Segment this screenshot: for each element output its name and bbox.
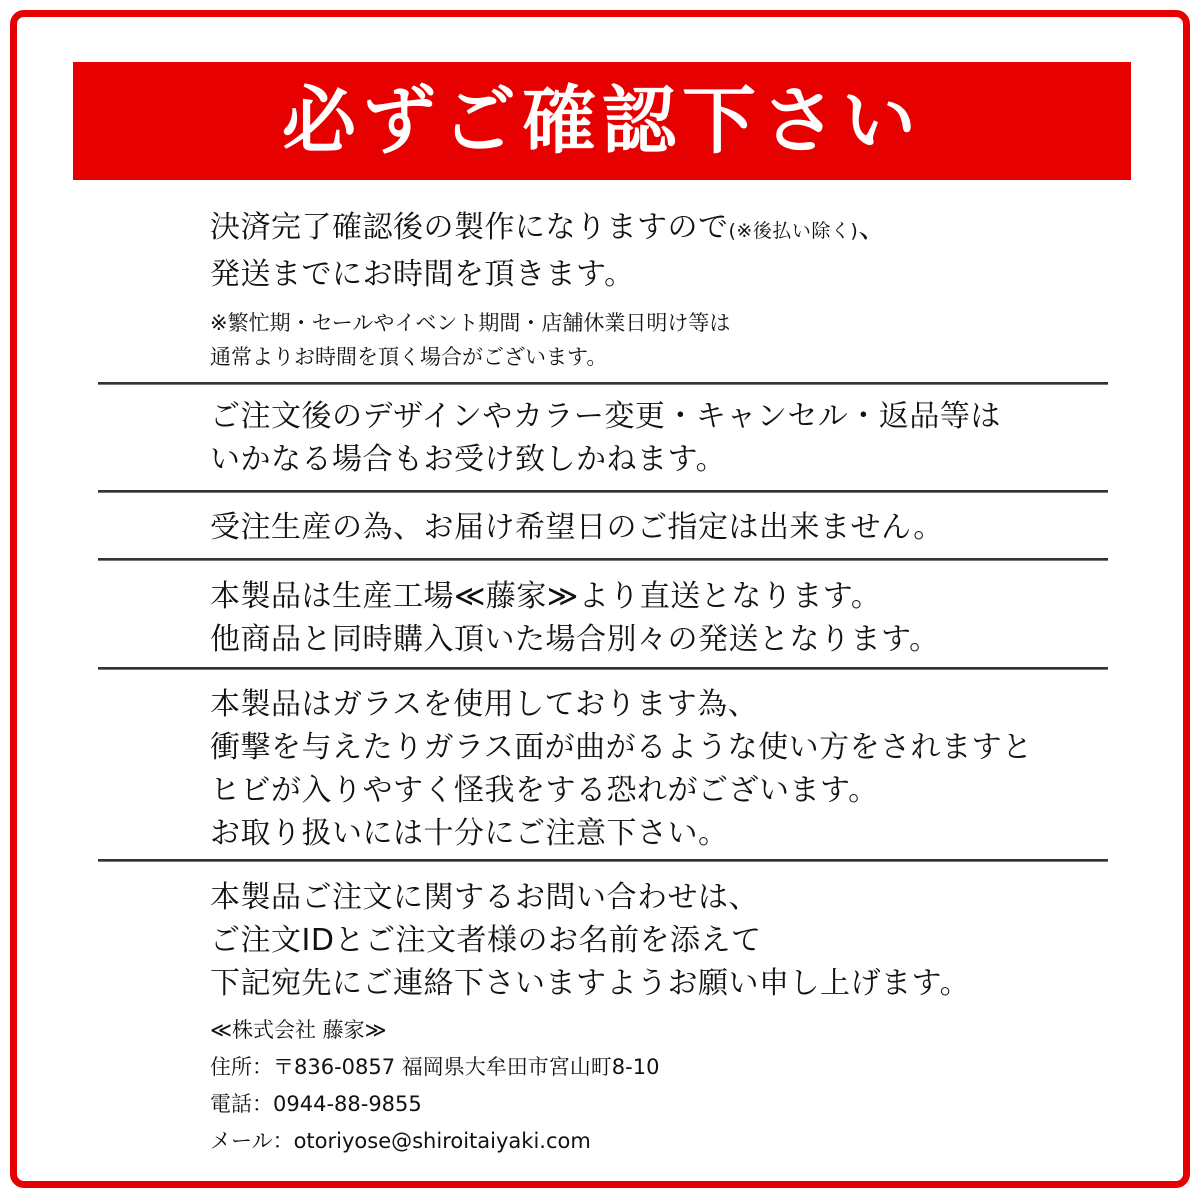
glass-warning-line-2: 衝撃を与えたりガラス面が曲がるような使い方をされますと: [210, 730, 1033, 765]
header-banner: [73, 62, 1131, 180]
page-title: 必ずご確認下さい: [282, 78, 922, 164]
section-inquiry-notice: [210, 876, 1110, 1005]
divider: [98, 382, 1108, 385]
inquiry-line-1: 本製品ご注文に関するお問い合わせは、: [210, 880, 759, 915]
cancellation-line-2: いかなる場合もお受け致しかねます。: [210, 442, 727, 477]
contact-email: メール：otoriyose@shiroitaiyaki.com: [210, 1129, 591, 1153]
delivery-date-line-1: 受注生産の為、お届け希望日のご指定は出来ません。: [210, 510, 944, 545]
shipping-line-1: 本製品は生産工場≪藤家≫より直送となります。: [210, 579, 882, 614]
payment-line-1: [210, 206, 1110, 253]
contact-phone: 電話：0944-88-9855: [210, 1092, 422, 1116]
cancellation-line-1: ご注文後のデザインやカラー変更・キャンセル・返品等は: [210, 399, 1001, 434]
section-cancellation-notice: [210, 395, 1110, 481]
payment-line-1-paren: (※後払い除く): [728, 220, 859, 242]
inquiry-line-2: ご注文IDとご注文者様のお名前を添えて: [210, 923, 762, 958]
section-payment-notice: [210, 206, 1110, 374]
inquiry-line-3: 下記宛先にご連絡下さいますようお願い申し上げます。: [210, 966, 971, 1001]
divider: [98, 859, 1108, 862]
section-shipping-notice: [210, 575, 1110, 661]
divider: [98, 667, 1108, 670]
glass-warning-line-3: ヒビが入りやすく怪我をする恐れがございます。: [210, 773, 879, 808]
divider: [98, 558, 1108, 561]
glass-warning-line-4: お取り扱いには十分にご注意下さい。: [210, 816, 729, 851]
busy-season-note-2: 通常よりお時間を頂く場合がございます。: [210, 345, 608, 369]
section-delivery-date-notice: [210, 506, 1110, 549]
payment-line-1-main: 決済完了確認後の製作になりますので: [210, 210, 729, 245]
busy-season-note-1: ※繁忙期・セールやイベント期間・店舗休業日明け等は: [210, 311, 731, 335]
section-glass-warning: [210, 683, 1110, 855]
divider: [98, 490, 1108, 493]
company-name: ≪株式会社 藤家≫: [210, 1018, 387, 1042]
payment-line-2: 発送までにお時間を頂きます。: [210, 257, 635, 292]
payment-line-1-end: 、: [858, 210, 889, 245]
glass-warning-line-1: 本製品はガラスを使用しております為、: [210, 687, 759, 722]
contact-address: 住所：〒836-0857 福岡県大牟田市宮山町8-10: [210, 1055, 660, 1079]
contact-info: [210, 1012, 1110, 1160]
shipping-line-2: 他商品と同時購入頂いた場合別々の発送となります。: [210, 622, 940, 657]
